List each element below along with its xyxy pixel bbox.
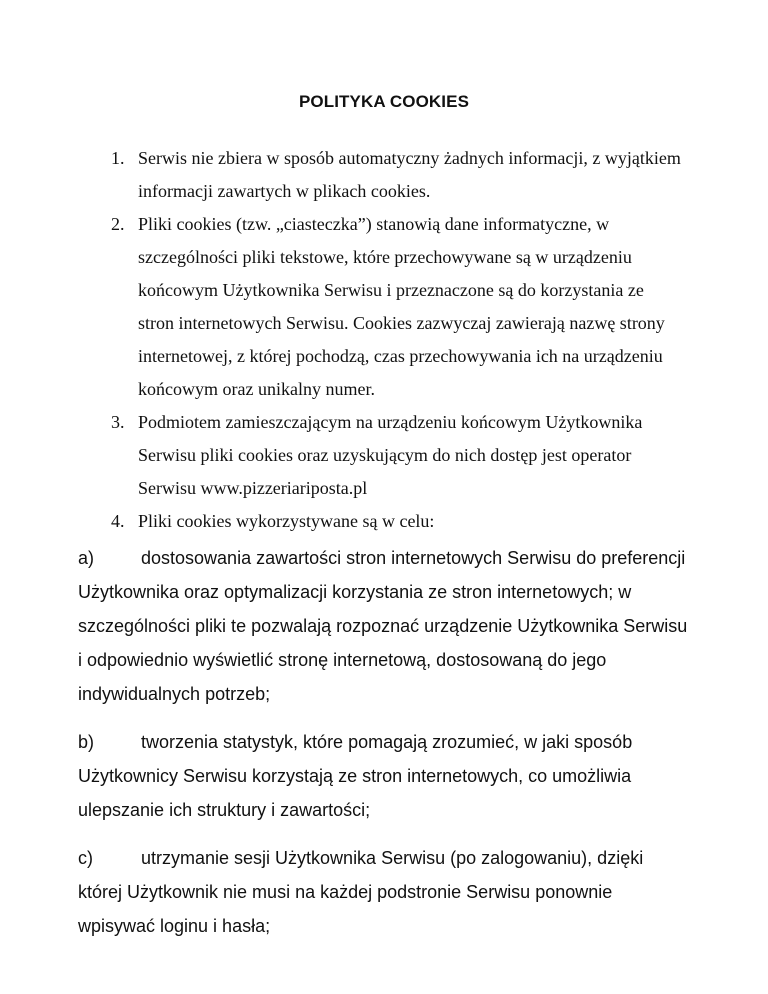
lettered-item-text: utrzymanie sesji Użytkownika Serwisu (po zalogowaniu), dzięki której Użytkownik nie musi na każdej podstronie Serwisu ponownie wpisywać loginu i hasła; <box>78 848 644 936</box>
list-item-text: Serwis nie zbiera w sposób automatyczny żadnych informacji, z wyjątkiem informacji zawartych w plikach cookies. <box>138 148 681 201</box>
lettered-item-b <box>78 725 688 827</box>
list-item-2 <box>84 208 684 406</box>
list-item-text: Pliki cookies (tzw. „ciasteczka”) stanowią dane informatyczne, w szczególności pliki tekstowe, które przechowywane są w urządzeniu końcowym Użytkownika Serwisu i przeznaczone są do korzystania ze stron internetowych Serwisu. Cookies zazwyczaj zawierają nazwę strony internetowej, z której pochodzą, czas przechowywania ich na urządzeniu końcowym oraz unikalny numer. <box>138 214 665 399</box>
list-item-text: Pliki cookies wykorzystywane są w celu: <box>138 511 435 531</box>
lettered-list <box>78 541 688 957</box>
list-item-3 <box>84 406 684 505</box>
list-item-text: Podmiotem zamieszczającym na urządzeniu końcowym Użytkownika Serwisu pliki cookies oraz uzyskującym do nich dostęp jest operator Serwisu www.pizzeriariposta.pl <box>138 412 643 498</box>
list-letter: b) <box>78 732 95 752</box>
lettered-item-text: dostosowania zawartości stron internetowych Serwisu do preferencji Użytkownika oraz optymalizacji korzystania ze stron internetowych; w szczególności pliki te pozwalają rozpoznać urządzenie Użytkownika Serwisu i odpowiednio wyświetlić stronę internetową, dostosowaną do jego indywidualnych potrzeb; <box>78 548 688 704</box>
lettered-item-c <box>78 841 688 943</box>
list-number: 3. <box>111 412 125 432</box>
list-number: 2. <box>111 214 125 234</box>
list-number: 4. <box>111 511 125 531</box>
list-item-1 <box>84 142 684 208</box>
numbered-list <box>84 142 684 538</box>
list-letter: c) <box>78 848 93 868</box>
document-title: POLITYKA COOKIES <box>298 92 470 111</box>
list-item-4 <box>84 505 684 538</box>
lettered-item-a <box>78 541 688 711</box>
list-letter: a) <box>78 548 95 568</box>
list-number: 1. <box>111 148 125 168</box>
lettered-item-text: tworzenia statystyk, które pomagają zrozumieć, w jaki sposób Użytkownicy Serwisu korzystają ze stron internetowych, co umożliwia ulepszanie ich struktury i zawartości; <box>78 732 633 820</box>
